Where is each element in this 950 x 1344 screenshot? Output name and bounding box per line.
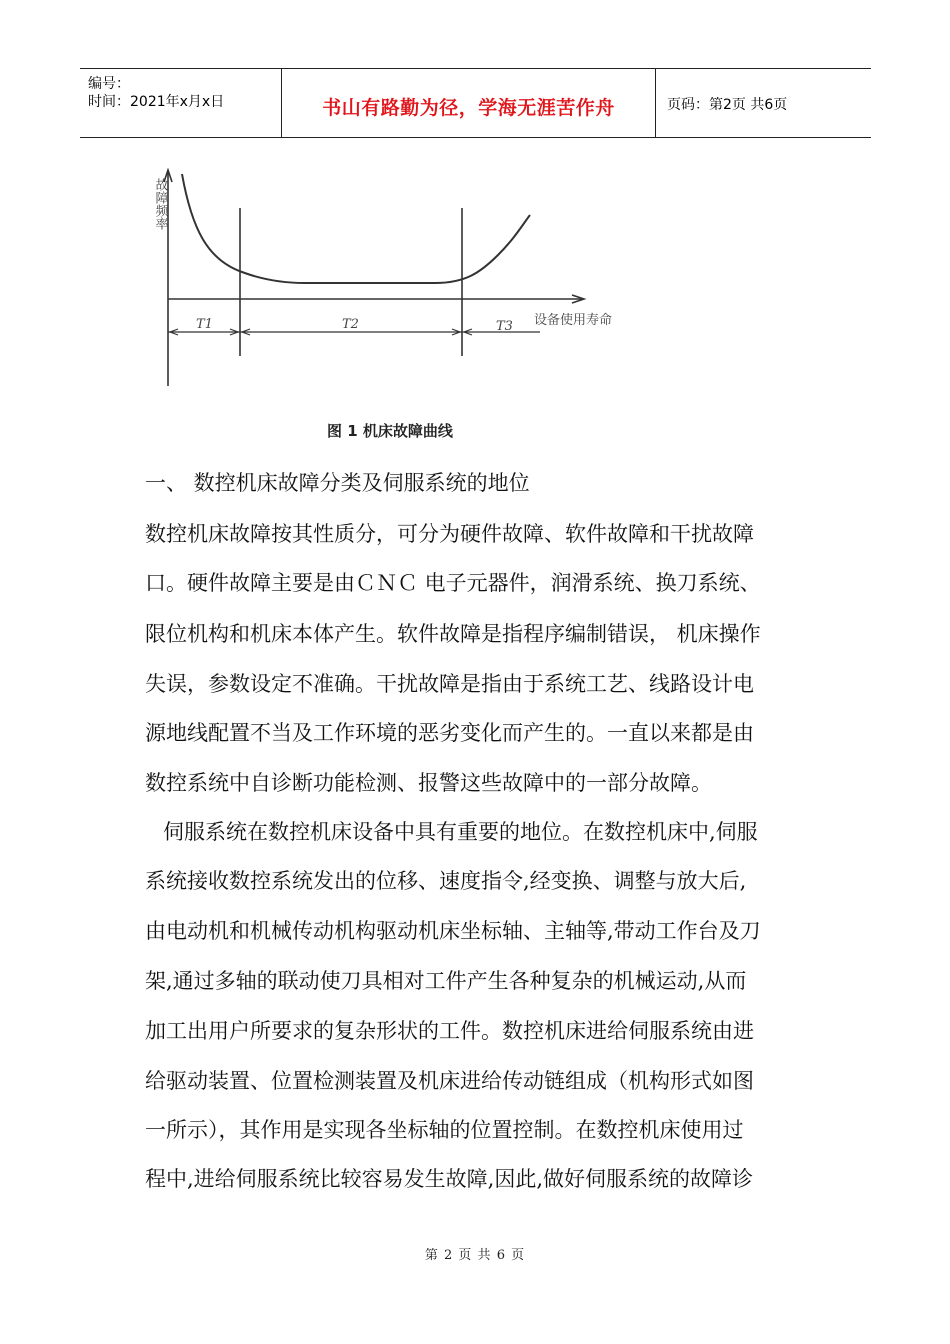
- paragraph-line: 加工出用户所要求的复杂形状的工件。数控机床进给伺服系统由进: [145, 1019, 754, 1043]
- failure-curve-figure: [130, 160, 650, 396]
- header-page-number: 页码：第2页 共6页: [667, 97, 788, 113]
- header-motto-cell: [281, 69, 656, 137]
- figure-caption: 图 1 机床故障曲线: [327, 422, 453, 440]
- paragraph-line: 失误，参数设定不准确。干扰故障是指由于系统工艺、线路设计电: [145, 672, 754, 696]
- segment-label-t2: T2: [342, 317, 359, 332]
- y-axis-label: 故障频率: [152, 178, 168, 230]
- paragraph-line: 一所示），其作用是实现各坐标轴的位置控制。在数控机床使用过: [145, 1118, 744, 1142]
- paragraph-line: 数控机床故障按其性质分，可分为硬件故障、软件故障和干扰故障: [145, 522, 754, 546]
- x-axis-label: 设备使用寿命: [534, 313, 613, 328]
- paragraph-line: 程中,进给伺服系统比较容易发生故障,因此,做好伺服系统的故障诊: [145, 1167, 754, 1191]
- paragraph-line: 伺服系统在数控机床设备中具有重要的地位。在数控机床中,伺服: [163, 820, 758, 844]
- paragraph-line: 系统接收数控系统发出的位移、速度指令,经变换、调整与放大后,: [145, 869, 747, 893]
- paragraph-line: 架,通过多轴的联动使刀具相对工件产生各种复杂的机械运动,从而: [145, 969, 747, 993]
- paragraph-line: 源地线配置不当及工作环境的恶劣变化而产生的。一直以来都是由: [145, 721, 754, 745]
- section-heading: 一、 数控机床故障分类及伺服系统的地位: [145, 471, 530, 495]
- segment-label-t3: T3: [496, 319, 513, 334]
- paragraph-line: 由电动机和机械传动机构驱动机床坐标轴、主轴等,带动工作台及刀: [145, 919, 761, 943]
- paragraph-line: 给驱动装置、位置检测装置及机床进给传动链组成（机构形式如图: [145, 1069, 754, 1093]
- paragraph-line: 数控系统中自诊断功能检测、报警这些故障中的一部分故障。: [145, 771, 712, 795]
- page-footer: 第 2 页 共 6 页: [424, 1248, 526, 1263]
- header-table: [80, 68, 871, 138]
- document-number-label: 编号：: [88, 76, 130, 92]
- header-meta-cell: [80, 69, 281, 137]
- paragraph-line: 口。硬件故障主要是由ＣＮＣ 电子元器件，润滑系统、换刀系统、: [145, 571, 761, 595]
- segment-label-t1: T1: [196, 317, 213, 332]
- failure-rate-curve: [182, 174, 530, 283]
- paragraph-line: 限位机构和机床本体产生。软件故障是指程序编制错误， 机床操作: [145, 622, 761, 646]
- document-date-label: 时间：2021年x月x日: [88, 94, 225, 110]
- header-motto: 书山有路勤为径，学海无涯苦作舟: [322, 97, 615, 119]
- header-page-cell: [655, 69, 871, 137]
